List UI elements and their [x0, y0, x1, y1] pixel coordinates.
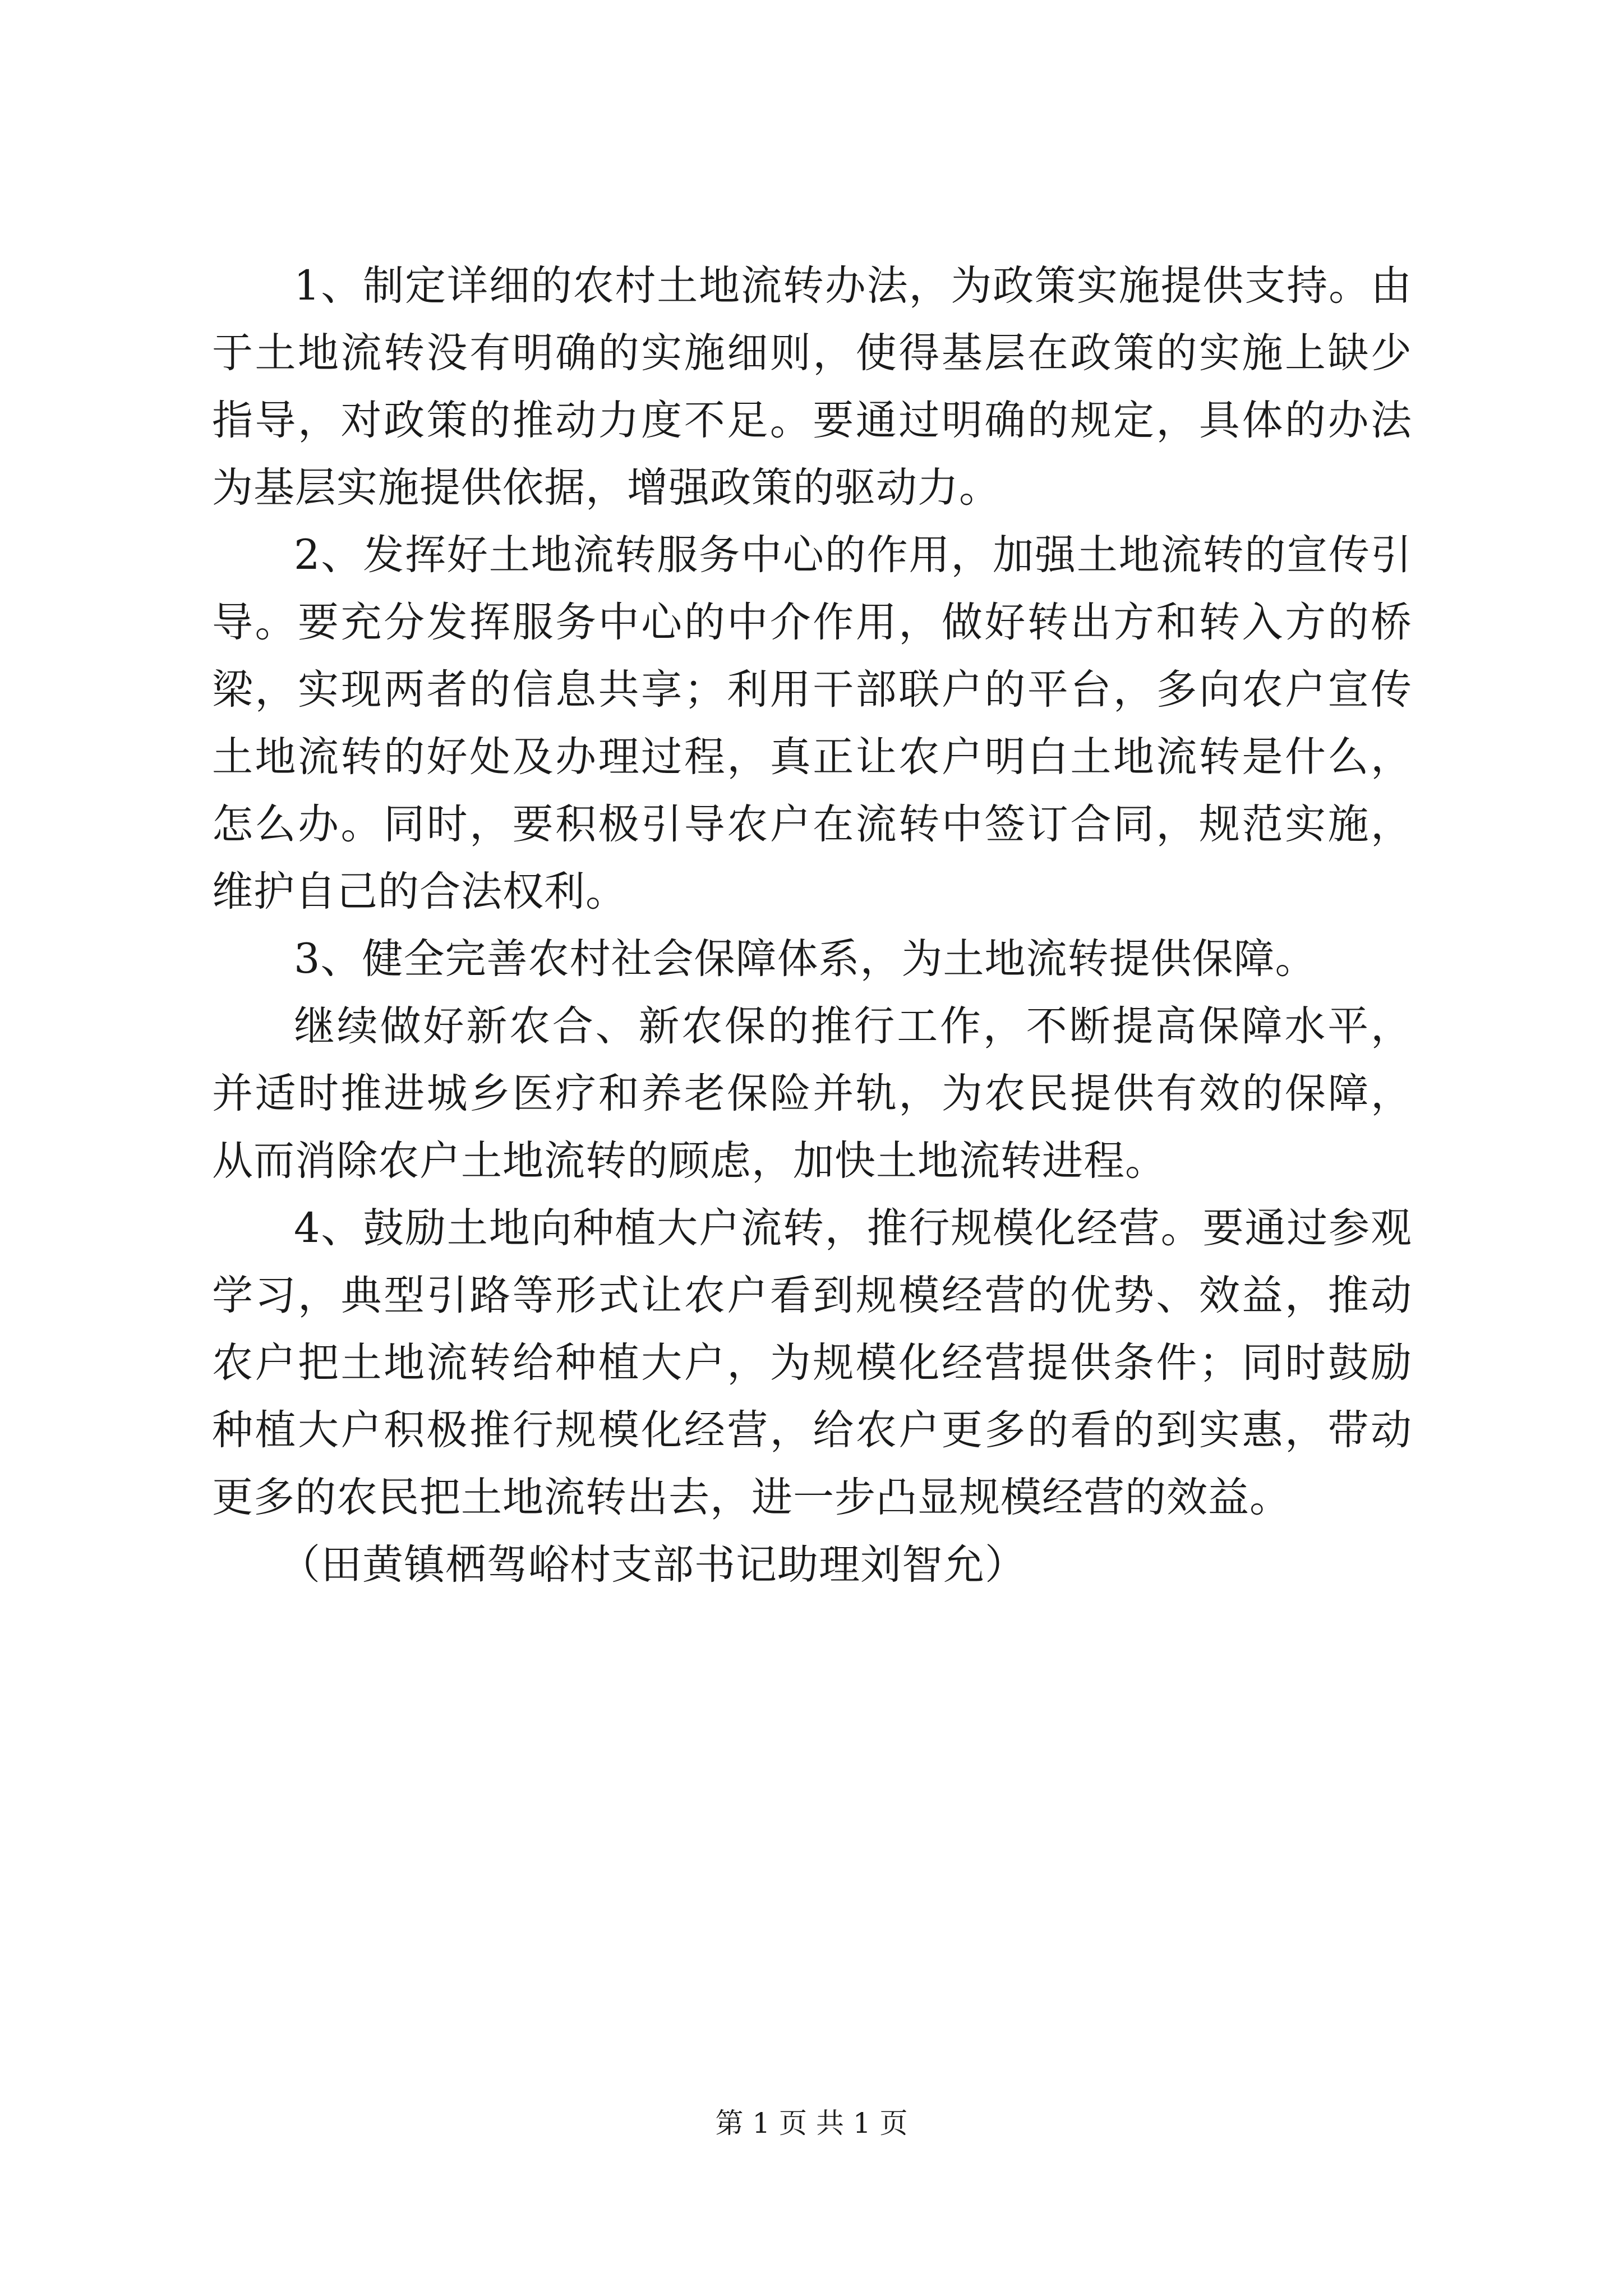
paragraph-1: 1、制定详细的农村土地流转办法，为政策实施提供支持。由于土地流转没有明确的实施细则，使得基层在政策的实施上缺少指导，对政策的推动力度不足。要通过明确的规定，具体的办法为基层实施提供依据，增强政策的驱动力。	[212, 262, 1412, 512]
paragraph-2: 2、发挥好土地流转服务中心的作用，加强土地流转的宣传引导。要充分发挥服务中心的中介作用，做好转出方和转入方的桥梁，实现两者的信息共享；利用干部联户的平台，多向农户宣传土地流转的好处及办理过程，真正让农户明白土地流转是什么，怎么办。同时，要积极引导农户在流转中签订合同，规范实施，维护自己的合法权利。	[212, 531, 1412, 915]
paragraph-4: 继续做好新农合、新农保的推行工作，不断提高保障水平，并适时推进城乡医疗和养老保险并轨，为农民提供有效的保障，从而消除农户土地流转的顾虑，加快土地流转进程。	[212, 1002, 1412, 1185]
paragraph-5: 4、鼓励土地向种植大户流转，推行规模化经营。要通过参观学习，典型引路等形式让农户看到规模经营的优势、效益，推动农户把土地流转给种植大户，为规模化经营提供条件；同时鼓励种植大户积极推行规模化经营，给农户更多的看的到实惠，带动更多的农民把土地流转出去，进一步凸显规模经营的效益。	[212, 1204, 1412, 1521]
paragraph-3: 3、健全完善农村社会保障体系，为土地流转提供保障。	[294, 935, 1317, 983]
page-footer: 第 1 页 共 1 页	[715, 2107, 908, 2139]
document-body	[212, 252, 1412, 1599]
author-signature: （田黄镇栖驾峪村支部书记助理刘智允）	[279, 1541, 1026, 1589]
